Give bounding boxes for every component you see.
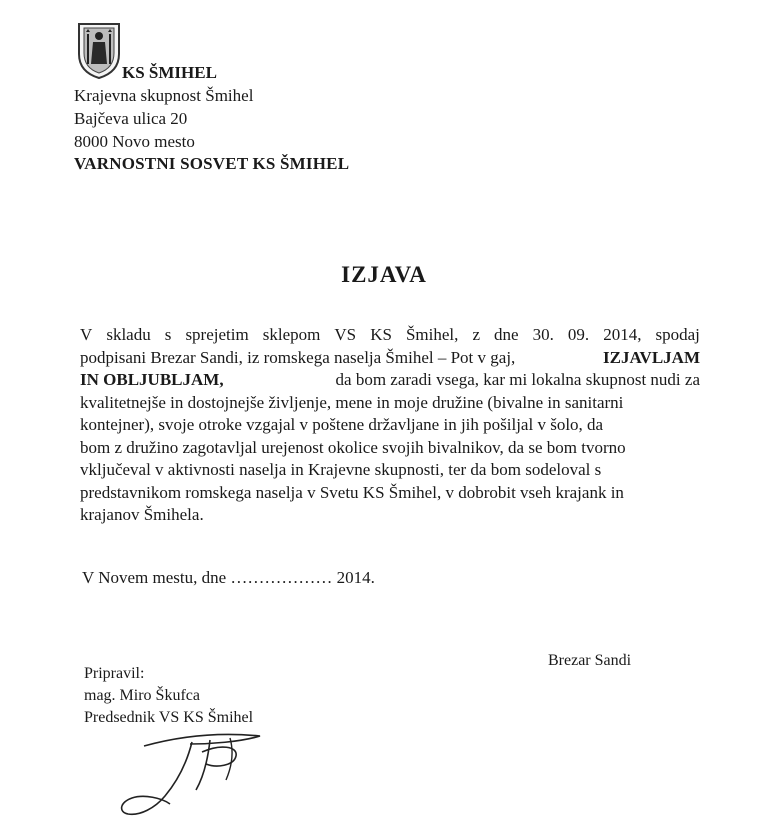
body-line-2: podpisani Brezar Sandi, iz romskega naselja Šmihel – Pot v gaj, IZJAVLJAM bbox=[80, 347, 700, 367]
signatory-left-role: Predsednik VS KS Šmihel bbox=[84, 709, 254, 726]
place-and-date: V Novem mestu, dne ……………… 2014. bbox=[82, 568, 375, 587]
body-line-9: krajanov Šmihela. bbox=[80, 505, 204, 524]
signatory-left-name: mag. Miro Škufca bbox=[84, 687, 200, 704]
body-line-3: IN OBLJUBLJAM, da bom zaradi vsega, kar mi lokalna skupnost nudi za bbox=[80, 370, 700, 389]
org-short-name: KS ŠMIHEL bbox=[122, 63, 217, 82]
handwritten-signature bbox=[110, 718, 300, 823]
org-street: Bajčeva ulica 20 bbox=[74, 109, 188, 128]
body-line-6: bom z družino zagotavljal urejenost okolice svojih bivalnikov, da se bom tvorno bbox=[80, 437, 626, 457]
body-line-7: vključeval v aktivnosti naselja in Krajevne skupnosti, ter da bom sodeloval s bbox=[80, 460, 602, 479]
body-line-1: V skladu s sprejetim sklepom VS KS Šmihel, z dne 30. 09. 2014, spodaj bbox=[80, 325, 700, 344]
council-name: VARNOSTNI SOSVET KS ŠMIHEL bbox=[74, 154, 350, 173]
document-title: IZJAVA bbox=[341, 262, 427, 287]
body-line-5: kontejner), svoje otroke vzgajal v poštene državljane in jih pošiljal v šolo, da bbox=[80, 415, 604, 434]
statement-body bbox=[80, 324, 700, 527]
coat-of-arms-logo bbox=[76, 20, 122, 80]
body-line-4: kvalitetnejše in dostojnejše življenje, mene in moje družine (bivalne in sanitarni bbox=[80, 392, 624, 412]
org-full-name: Krajevna skupnost Šmihel bbox=[74, 86, 254, 105]
body-line-8: predstavnikom romskega naselja v Svetu KS Šmihel, v dobrobit vseh krajank in bbox=[80, 482, 624, 502]
org-city: 8000 Novo mesto bbox=[74, 132, 195, 151]
prepared-by-label: Pripravil: bbox=[84, 665, 145, 682]
signatory-right-name: Brezar Sandi bbox=[548, 652, 632, 669]
